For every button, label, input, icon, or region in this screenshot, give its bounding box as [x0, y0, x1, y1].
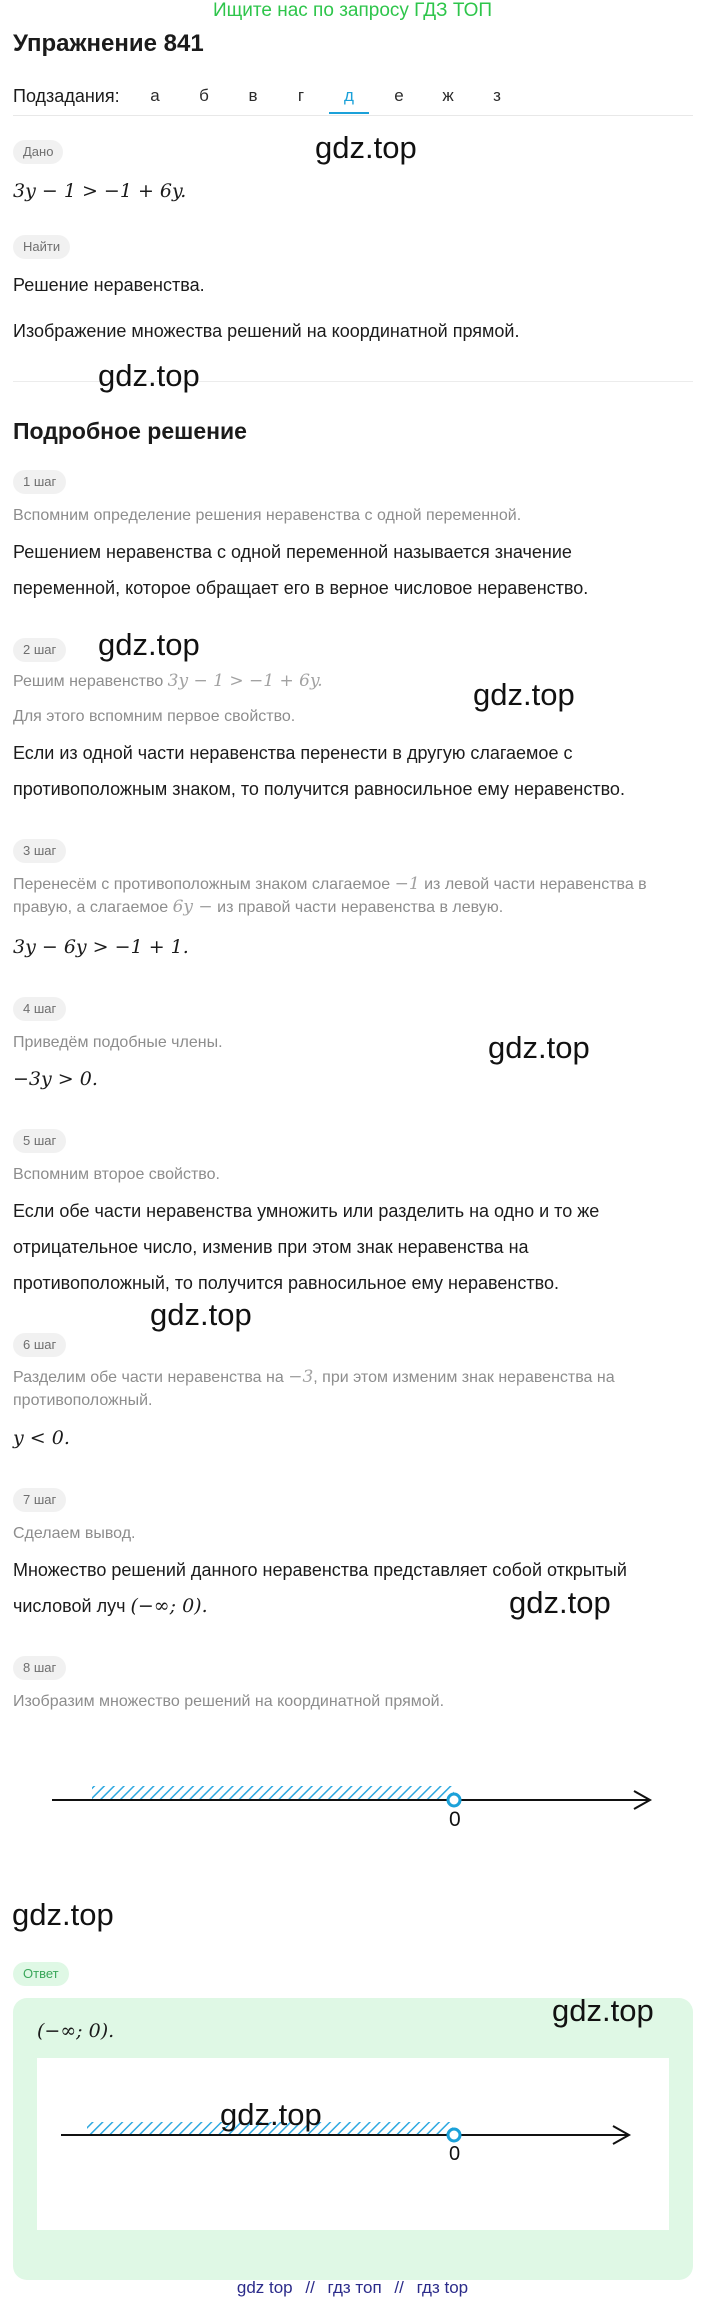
step-7-line-2-math: (−∞; 0). [130, 1595, 208, 1617]
tab-a[interactable]: а [150, 86, 160, 105]
step-6-hint-2: противоположный. [13, 1392, 153, 1409]
footer-separator: // [305, 2278, 315, 2297]
tab-d[interactable]: д [329, 84, 369, 114]
step-4-hint: Приведём подобные члены. [13, 1034, 223, 1051]
answer-value [37, 2020, 114, 2042]
step-5-line-1: Если обе части неравенства умножить или разделить на одно и то же [13, 1201, 600, 1221]
answer-math: (−∞; 0). [37, 2020, 115, 2042]
number-line-answer [37, 2058, 669, 2230]
watermark: gdz.top [220, 2097, 322, 2132]
find-badge: Найти [13, 235, 70, 259]
step-1-hint: Вспомним определение решения неравенства с одной переменной. [13, 507, 522, 524]
step-5-line-2: отрицательное число, изменив при этом знак неравенства на [13, 1237, 529, 1257]
subtasks-label: Подзадания: [13, 86, 120, 106]
watermark: gdz.top [552, 1993, 654, 2028]
step-1-badge: 1 шаг [13, 470, 66, 494]
step-6-expr [13, 1420, 693, 1456]
step-8-badge: 8 шаг [13, 1656, 66, 1680]
given-math: 3y − 1 > −1 + 6y. [13, 180, 187, 202]
step-3-hint-2 [13, 896, 693, 919]
step-3-hint-1-post: из левой части неравенства в [419, 876, 647, 893]
watermark: gdz.top [488, 1030, 590, 1065]
top-banner[interactable]: Ищите нас по запросу ГДЗ ТОП [212, 0, 493, 21]
watermark: gdz.top [315, 130, 417, 165]
step-6-hint-1-pre: Разделим обе части неравенства на [13, 1369, 289, 1386]
footer-links [0, 2278, 705, 2298]
tab-zh[interactable]: ж [442, 86, 454, 105]
find-line-2: Изображение множества решений на координатной прямой. [13, 321, 520, 341]
answer-badge: Ответ [13, 1962, 69, 1986]
answer-figure [37, 2058, 669, 2230]
step-6-hint-1-post: , при этом изменим знак неравенства на [313, 1369, 615, 1386]
watermark: gdz.top [473, 677, 575, 712]
footer-separator: // [394, 2278, 404, 2297]
step-4-expr [13, 1061, 693, 1097]
find-line-1: Решение неравенства. [13, 275, 205, 295]
solution-hatch [92, 1786, 454, 1800]
step-1-line-1: Решением неравенства с одной переменной называется значение [13, 542, 572, 562]
step-6-hint-1-math: −3 [288, 1367, 314, 1387]
tab-g[interactable]: г [297, 86, 305, 105]
step-2-hint-math: 3y − 1 > −1 + 6y. [167, 671, 323, 691]
step-3-hint-1-math: −1 [394, 874, 420, 894]
footer-link-gdz-top-ru[interactable]: гдз топ [327, 2278, 382, 2297]
axis-zero-label: 0 [449, 1808, 461, 1831]
given-expr [13, 173, 693, 209]
open-point [448, 1794, 460, 1806]
step-2-hint [13, 670, 693, 693]
watermark: gdz.top [150, 1297, 252, 1332]
step-2-badge: 2 шаг [13, 638, 66, 662]
step-7-badge: 7 шаг [13, 1488, 66, 1512]
watermark: gdz.top [12, 1897, 114, 1932]
tab-e[interactable]: е [394, 86, 404, 105]
tab-v[interactable]: в [248, 86, 258, 105]
answer-open-point [448, 2129, 460, 2141]
step-1-line-2: переменной, которое обращает его в верное числовое неравенство. [13, 578, 589, 598]
step-2-line-2: противоположным знаком, то получится равносильное ему неравенство. [13, 779, 625, 799]
step-6-badge: 6 шаг [13, 1333, 66, 1357]
step-3-expr [13, 929, 693, 965]
footer-link-gdz-top-mixed[interactable]: гдз top [416, 2278, 469, 2297]
step-5-badge: 5 шаг [13, 1129, 66, 1153]
given-badge: Дано [13, 140, 63, 164]
footer-link-gdz-top[interactable]: gdz top [236, 2278, 293, 2297]
step-7-line-1: Множество решений данного неравенства представляет собой открытый [13, 1560, 627, 1580]
step-7-line-2-pre: числовой луч [13, 1596, 131, 1616]
step-3-hint-1 [13, 873, 693, 896]
step-2-line-1: Если из одной части неравенства перенести в другую слагаемое с [13, 743, 573, 763]
step-3-hint-2-pre: правую, а слагаемое [13, 899, 173, 916]
step-7-hint: Сделаем вывод. [13, 1525, 136, 1542]
step-6-math: y < 0. [13, 1427, 70, 1449]
step-6-hint-1 [13, 1366, 693, 1389]
solution-title: Подробное решение [13, 418, 247, 444]
step-3-math: 3y − 6y > −1 + 1. [13, 936, 189, 958]
subtask-tabs [13, 82, 693, 116]
answer-box [13, 1998, 693, 2280]
step-5-hint: Вспомним второе свойство. [13, 1166, 220, 1183]
step-3-hint-2-post: из правой части неравенства в левую. [212, 899, 504, 916]
step-3-hint-2-math: 6y − [172, 897, 213, 917]
step-2-hint-text: Решим неравенство [13, 673, 168, 690]
step-4-math: −3y > 0. [13, 1068, 98, 1090]
step-8-hint: Изобразим множество решений на координатной прямой. [13, 1693, 445, 1710]
number-line-step-8 [40, 1770, 670, 1840]
tab-b[interactable]: б [199, 86, 209, 105]
step-3-hint-1-pre: Перенесём с противоположным знаком слагаемое [13, 876, 395, 893]
watermark: gdz.top [98, 358, 200, 393]
watermark: gdz.top [98, 627, 200, 662]
step-2-hint-2: Для этого вспомним первое свойство. [13, 708, 296, 725]
step-3-badge: 3 шаг [13, 839, 66, 863]
watermark: gdz.top [509, 1585, 611, 1620]
tab-z[interactable]: з [493, 86, 501, 105]
step-5-line-3: противоположный, то получится равносильное ему неравенство. [13, 1273, 559, 1293]
answer-axis-zero-label: 0 [449, 2143, 461, 2165]
step-4-badge: 4 шаг [13, 997, 66, 1021]
page-title: Упражнение 841 [13, 30, 204, 57]
